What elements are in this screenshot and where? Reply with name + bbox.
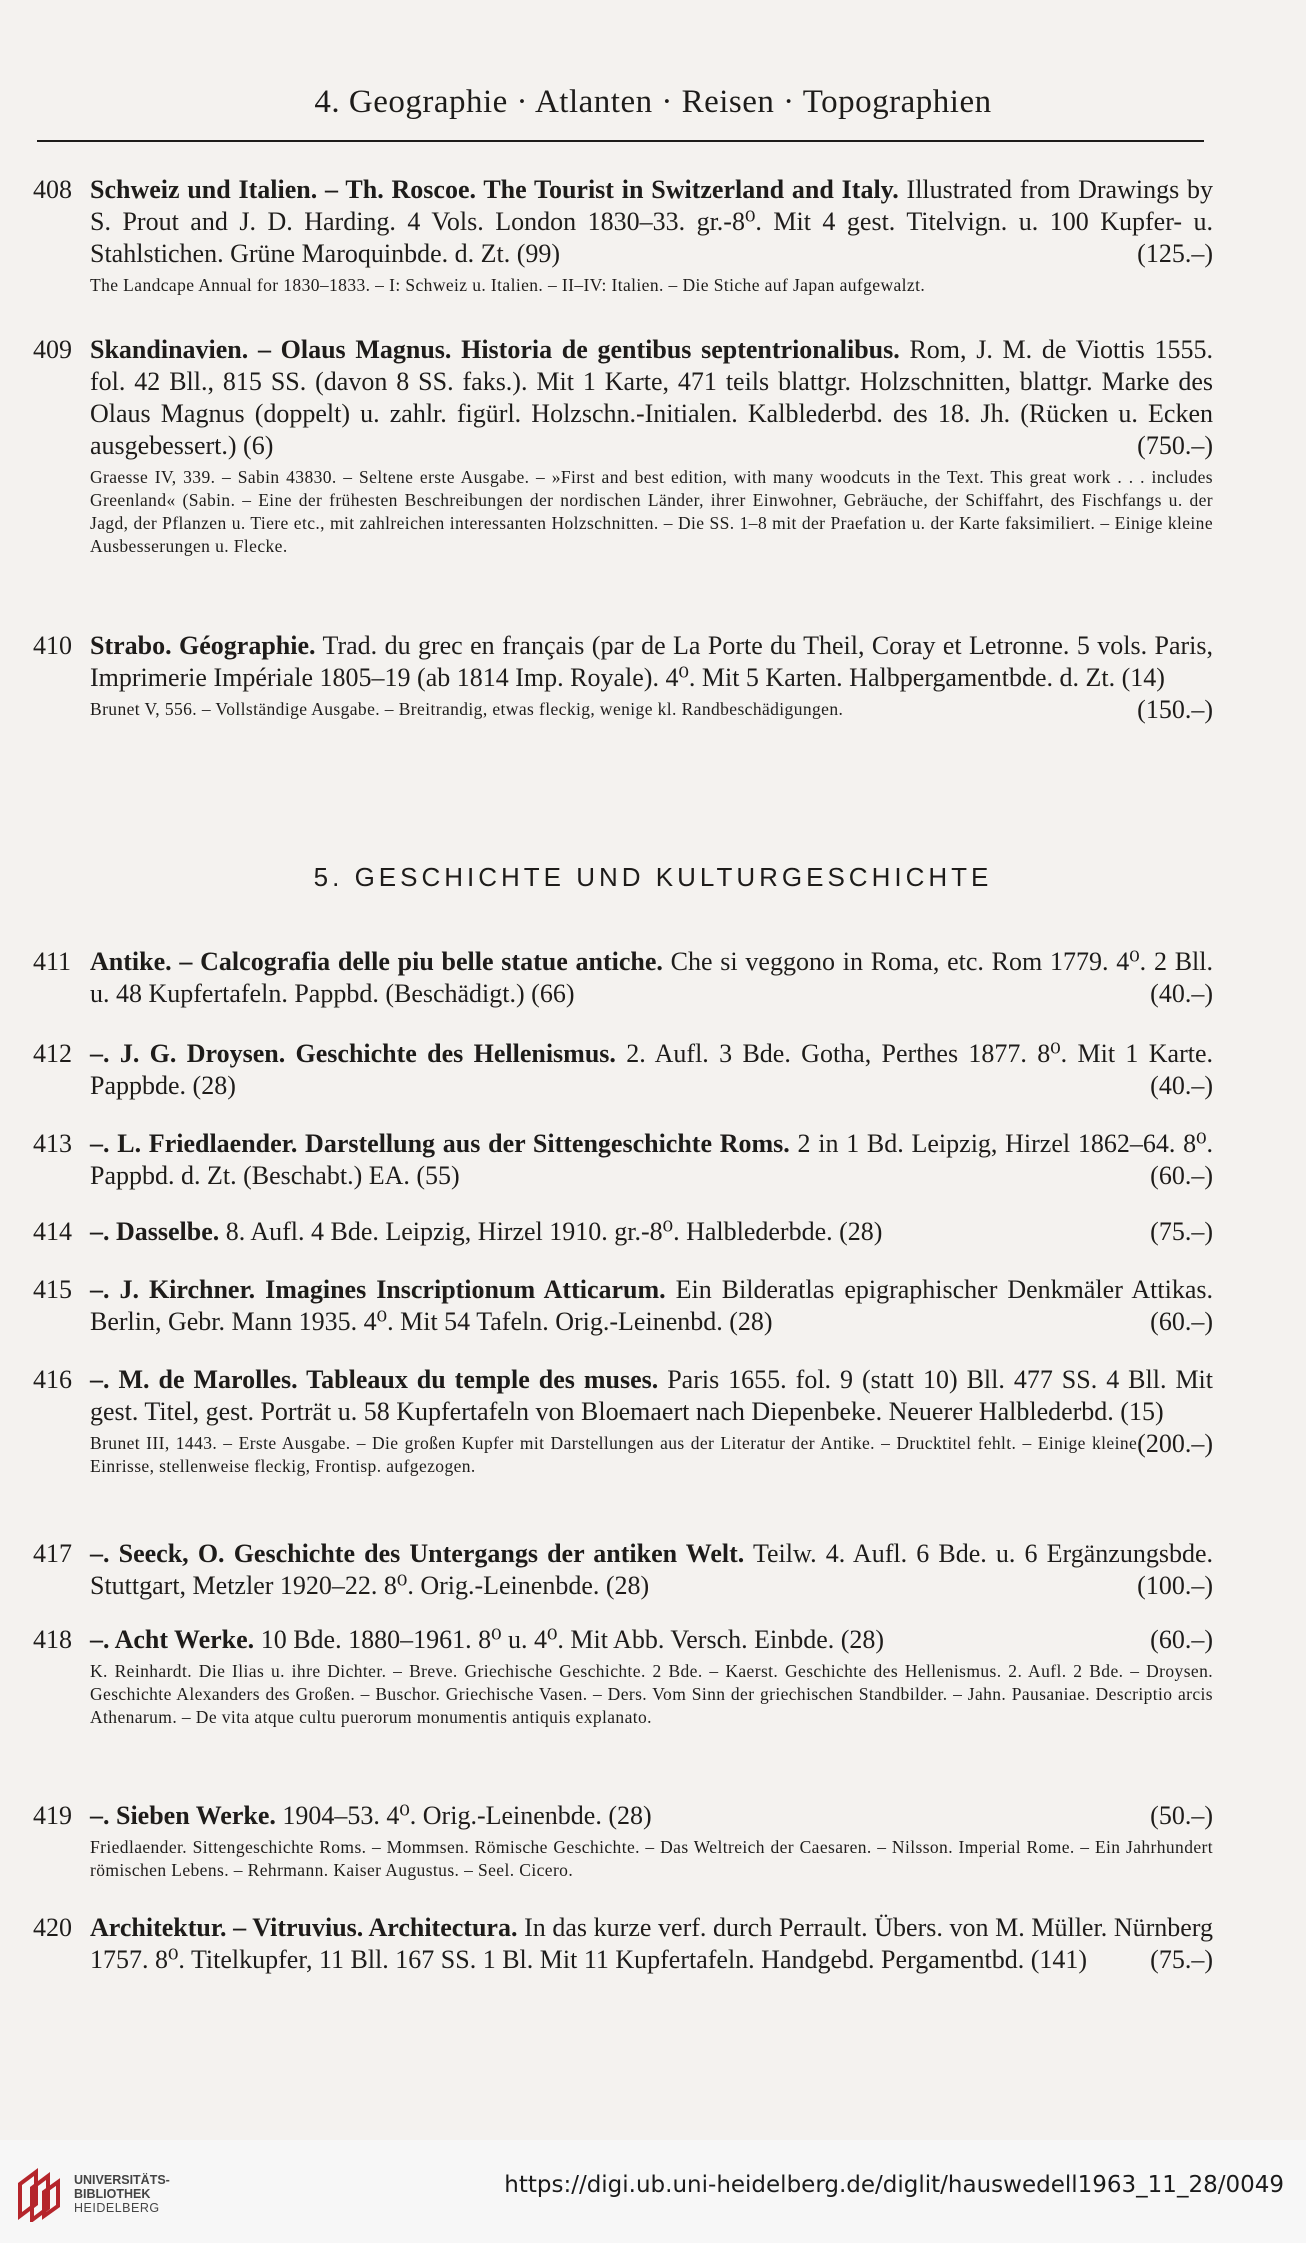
entry-body [90,946,1213,1010]
entry-title: –. Dasselbe. [90,1217,220,1246]
entry-title: Schweiz und Italien. – Th. Roscoe. The Tourist in Switzerland and Italy. [90,175,899,204]
entry-description: Paris 1655. fol. 9 (statt 10) Bll. 477 SS. 4 Bll. Mit gest. Titel, gest. Porträt u. 58 Kupfertafeln von Bloemaert nach Diepenbeke. Neuerer Halblederbd. (15) [90,1365,1214,1426]
entry-price: (750.–) [1137,431,1213,460]
entry-title: –. J. Kirchner. Imagines Inscriptionum Atticarum. [90,1275,666,1304]
entry-price: (40.–) [1150,979,1213,1008]
entry-description: Trad. du grec en français (par de La Porte du Theil, Coray et Letronne. 5 vols. Paris, Imprimerie Impériale 1805–19 (ab 1814 Imp. Royale). 4⁰. Mit 5 Karten. Halbpergamentbde. d. Zt. (14) [90,631,1214,692]
entry-description: 2 in 1 Bd. Leipzig, Hirzel 1862–64. 8⁰. Pappbd. d. Zt. (Beschabt.) EA. (55) [90,1129,1213,1190]
entry-title: –. J. G. Droysen. Geschichte des Hellenismus. [90,1039,616,1068]
logo-line-2: BIBLIOTHEK [74,2187,151,2201]
entry-body [90,1800,1213,1882]
entry-title: –. L. Friedlaender. Darstellung aus der Sittengeschichte Roms. [90,1129,790,1158]
entry-title: Architektur. – Vitruvius. Architectura. [90,1913,518,1942]
entry-price: (75.–) [1150,1217,1213,1246]
entry-body [90,334,1213,558]
entry-note: K. Reinhardt. Die Ilias u. ihre Dichter. – Breve. Griechische Geschichte. 2 Bde. – Kaerst. Geschichte des Hellenismus. 2. Aufl. 2 Bde. – Droysen. Geschichte Alexanders des Großen. – Buschor. Griechische Vasen. – Ders. Vom Sinn der griechischen Standbilder. – Jahn. Pausaniae. Descriptio arcis Athenarum. – De vita atque cultu puerorum monumentis antiquis explanato. [90,1661,1213,1727]
entry-body [90,1128,1213,1192]
entry-body [90,1274,1213,1338]
entry-number: 411 [33,947,72,976]
entry-price: (60.–) [1150,1625,1213,1654]
entry-number: 416 [33,1365,72,1394]
entry-body [90,174,1213,297]
entry-note: Graesse IV, 339. – Sabin 43830. – Seltene erste Ausgabe. – »First and best edition, with many woodcuts in the Text. This great work . . . includes Greenland« (Sabin. – Eine der frühesten Beschreibungen der nordischen Länder, ihrer Einwohner, Gebräuche, der Schiffahrt, des Fischfangs u. der Jagd, der Pflanzen u. Tiere etc., mit zahlreichen interessanten Holzschnitten. – Die SS. 1–8 mit der Praefation u. der Karte faksimiliert. – Einige kleine Ausbesserungen u. Flecke. [90,467,1213,556]
entry-title: Skandinavien. – Olaus Magnus. Historia de gentibus septentrionalibus. [90,335,900,364]
library-logo-icon [14,2166,64,2222]
entry-price: (60.–) [1150,1161,1213,1190]
entry-body [90,630,1213,726]
entry-price: (150.–) [1137,695,1213,724]
entry-number: 420 [33,1913,72,1942]
entry-description: Rom, J. M. de Viottis 1555. fol. 42 Bll., 815 SS. (davon 8 SS. faks.). Mit 1 Karte, 471 teils blattgr. Holzschnitten, blattgr. Marke des Olaus Magnus (doppelt) u. zahlr. figürl. Holzschn.-Initialen. Kalblederbd. des 18. Jh. (Rücken u. Ecken ausgebessert.) (6) [90,335,1213,460]
entry-description: Teilw. 4. Aufl. 6 Bde. u. 6 Ergänzungsbde. Stuttgart, Metzler 1920–22. 8⁰. Orig.-Leinenbde. (28) [90,1539,1213,1600]
entry-number: 415 [33,1275,72,1304]
entry-number: 408 [33,175,72,204]
entry-number: 418 [33,1625,72,1654]
entry-note: The Landcape Annual for 1830–1833. – I: Schweiz u. Italien. – II–IV: Italien. – Die Stiche auf Japan aufgewalzt. [90,275,926,295]
entry-price: (50.–) [1150,1801,1213,1830]
entry-title: –. Seeck, O. Geschichte des Untergangs der antiken Welt. [90,1539,745,1568]
entry-title: –. M. de Marolles. Tableaux du temple des muses. [90,1365,659,1394]
entry-price: (60.–) [1150,1307,1213,1336]
running-head: 4. Geographie · Atlanten · Reisen · Topographien [314,84,992,120]
entry-description: 10 Bde. 1880–1961. 8⁰ u. 4⁰. Mit Abb. Versch. Einbde. (28) [254,1625,885,1654]
entry-body [90,1038,1213,1102]
entry-price: (75.–) [1150,1945,1213,1974]
entry-title: –. Acht Werke. [90,1625,255,1654]
logo-line-1: UNIVERSITÄTS- [74,2173,170,2187]
entry-price: (200.–) [1137,1429,1213,1458]
entry-description: In das kurze verf. durch Perrault. Übers. von M. Müller. Nürnberg 1757. 8⁰. Titelkupfer, 11 Bll. 167 SS. 1 Bl. Mit 11 Kupfertafeln. Handgebd. Pergamentbd. (141) [90,1913,1213,1974]
entry-number: 419 [33,1801,72,1830]
entry-description: Che si veggono in Roma, etc. Rom 1779. 4⁰. 2 Bll. u. 48 Kupfertafeln. Pappbd. (Beschädigt.) (66) [90,947,1213,1008]
entry-body [90,1216,1213,1248]
entry-description: 8. Aufl. 4 Bde. Leipzig, Hirzel 1910. gr.-8⁰. Halblederbde. (28) [219,1217,883,1246]
entry-number: 409 [33,335,72,364]
entry-price: (125.–) [1137,239,1213,268]
entry-price: (40.–) [1150,1071,1213,1100]
entry-title: Strabo. Géographie. [90,631,316,660]
entry-note: Friedlaender. Sittengeschichte Roms. – Mommsen. Römische Geschichte. – Das Weltreich der Caesaren. – Nilsson. Imperial Rome. – Ein Jahrhundert römischen Lebens. – Rehrmann. Kaiser Augustus. – Seel. Cicero. [90,1837,1213,1880]
entry-body [90,1624,1213,1729]
entry-number: 412 [33,1039,72,1068]
entry-description: Ein Bilderatlas epigraphischer Denkmäler Attikas. Berlin, Gebr. Mann 1935. 4⁰. Mit 54 Tafeln. Orig.-Leinenbd. (28) [90,1275,1214,1336]
library-logo-text [74,2173,170,2215]
entry-number: 413 [33,1129,72,1158]
entry-number: 410 [33,631,72,660]
entry-number: 417 [33,1539,72,1568]
entry-description: Illustrated from Drawings by S. Prout and J. D. Harding. 4 Vols. London 1830–33. gr.-8⁰. Mit 4 gest. Titelvign. u. 100 Kupfer- u. Stahlstichen. Grüne Maroquinbde. d. Zt. (99) [90,175,1214,268]
entry-number: 414 [33,1217,72,1246]
entry-title: Antike. – Calcografia delle piu belle statue antiche. [90,947,663,976]
entry-description: 1904–53. 4⁰. Orig.-Leinenbde. (28) [275,1801,652,1830]
entry-body [90,1912,1213,1976]
logo-line-3: HEIDELBERG [74,2201,160,2215]
entry-description: 2. Aufl. 3 Bde. Gotha, Perthes 1877. 8⁰. Mit 1 Karte. Pappbde. (28) [90,1039,1213,1100]
viewer-footer [0,2140,1306,2243]
entry-body [90,1364,1213,1478]
entry-price: (100.–) [1137,1571,1213,1600]
section-title: 5. GESCHICHTE UND KULTURGESCHICHTE [313,862,993,892]
entry-note: Brunet III, 1443. – Erste Ausgabe. – Die großen Kupfer mit Darstellungen aus der Literatur der Antike. – Drucktitel fehlt. – Einige kleine Einrisse, stellenweise fleckig, Frontisp. aufgezogen. [90,1433,1138,1476]
entry-note: Brunet V, 556. – Vollständige Ausgabe. – Breitrandig, etwas fleckig, wenige kl. Randbeschädigungen. [90,699,844,719]
permalink-url[interactable]: https://digi.ub.uni-heidelberg.de/diglit/hauswedell1963_11_28/0049 [504,2172,1284,2198]
entry-body [90,1538,1213,1602]
header-rule [37,140,1204,142]
entry-title: –. Sieben Werke. [90,1801,276,1830]
